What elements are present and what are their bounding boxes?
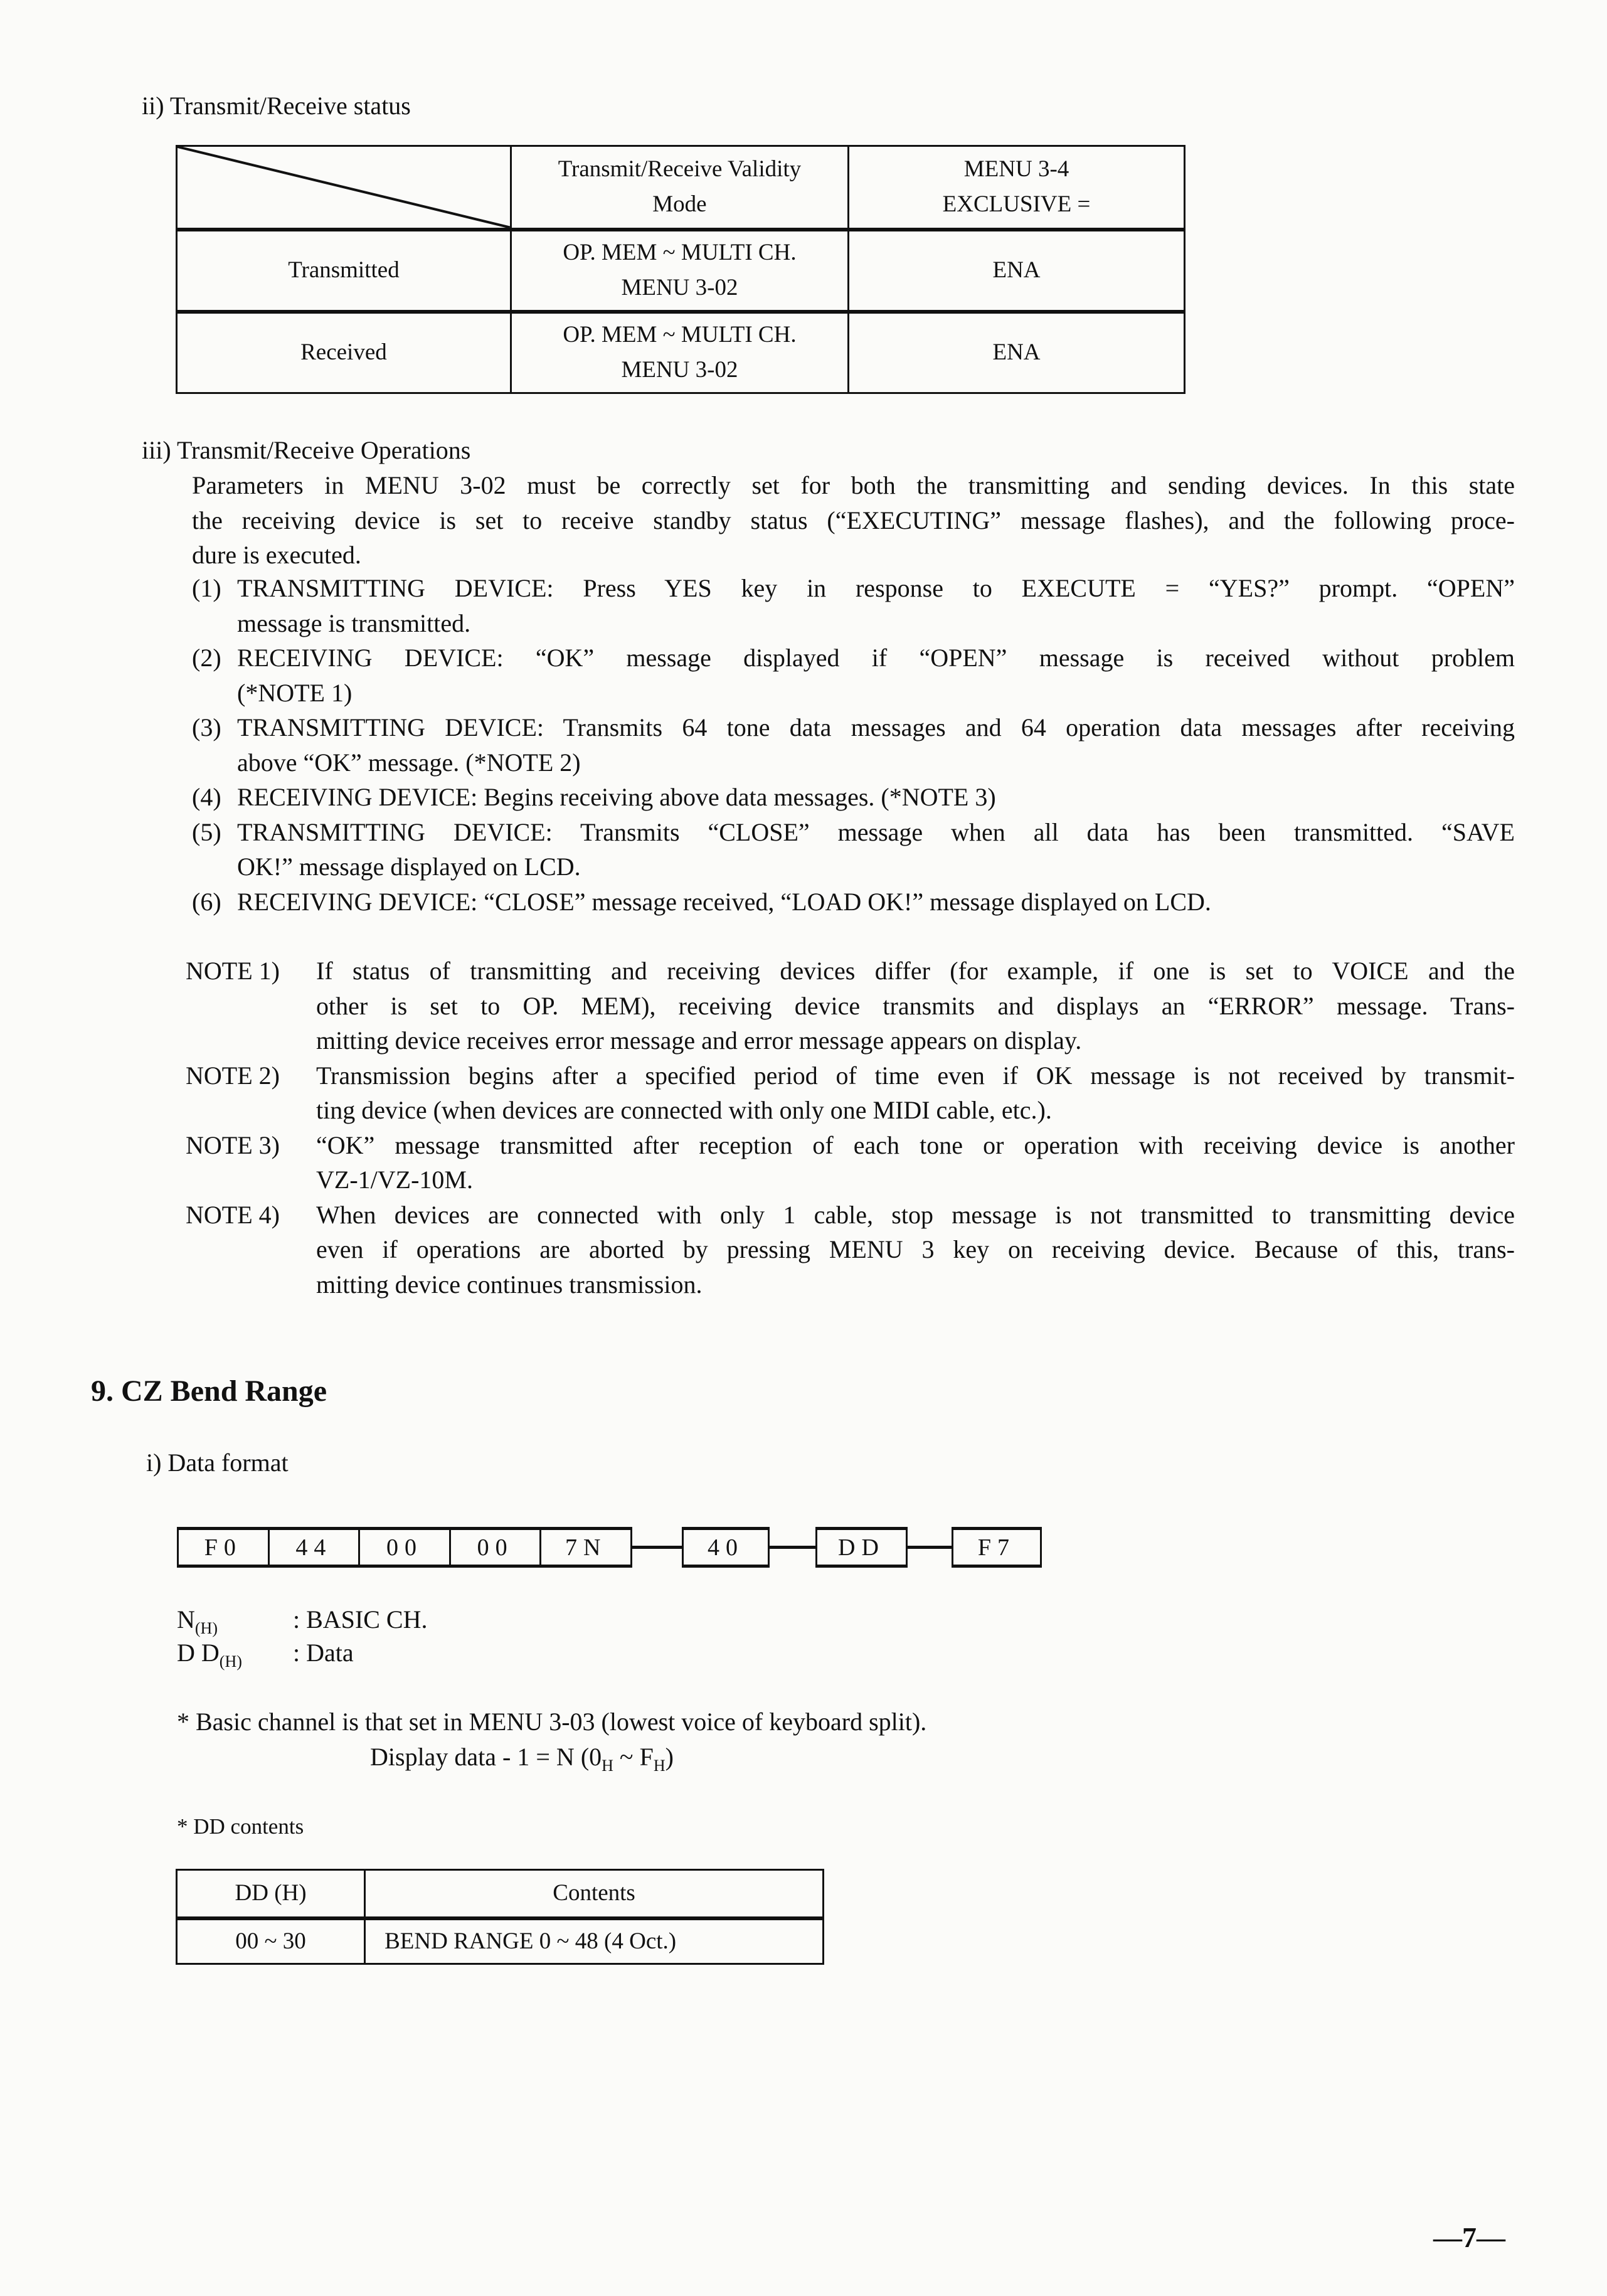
note-label: NOTE 1): [186, 957, 280, 985]
step-number: (1): [192, 574, 221, 602]
note-label: NOTE 4): [186, 1200, 280, 1229]
note-text: mitting device continues transmission.: [316, 1270, 703, 1299]
section-iii-heading: iii) Transmit/Receive Operations: [142, 436, 471, 464]
message-byte-group: [177, 1527, 632, 1568]
row-label: Transmitted: [177, 230, 511, 312]
byte-cell: F7: [977, 1534, 1016, 1561]
message-byte: [682, 1527, 770, 1568]
basic-channel-note: * Basic channel is that set in MENU 3-03 (lowest voice of keyboard split).: [177, 1708, 927, 1736]
note-text: VZ-1/VZ-10M.: [316, 1166, 473, 1194]
legend-dd-desc: : Data: [293, 1639, 354, 1667]
byte-cell: 00: [358, 1530, 449, 1565]
intro-line: Parameters in MENU 3-02 must be correctly set for both the transmitting and sending devices. In this state: [192, 471, 1515, 499]
note-text: If status of transmitting and receiving devices differ (for example, if one is set to VOICE and the: [316, 957, 1515, 985]
header-exclusive: MENU 3-4 EXCLUSIVE =: [849, 146, 1185, 230]
step-text: message is transmitted.: [237, 609, 471, 637]
step-text: above “OK” message. (*NOTE 2): [237, 748, 581, 777]
step-text: TRANSMITTING DEVICE: Transmits 64 tone data messages and 64 operation data messages after receiving: [237, 713, 1515, 741]
intro-line: the receiving device is set to receive standby status (“EXECUTING” message flashes), and the following proce-: [192, 506, 1515, 534]
step-text: (*NOTE 1): [237, 678, 353, 707]
connector-line: [632, 1546, 682, 1549]
step-text: OK!” message displayed on LCD.: [237, 853, 581, 881]
step-text: RECEIVING DEVICE: Begins receiving above data messages. (*NOTE 3): [237, 783, 996, 811]
message-byte: [815, 1527, 908, 1568]
dd-range: 00 ~ 30: [177, 1918, 365, 1964]
byte-cell: DD: [838, 1534, 885, 1561]
note-text: When devices are connected with only 1 cable, stop message is not transmitted to transmitting device: [316, 1200, 1515, 1229]
section-ii-heading: ii) Transmit/Receive status: [142, 92, 411, 120]
byte-cell: 7N: [539, 1530, 630, 1565]
byte-cell: F0: [204, 1534, 242, 1561]
byte-cell: 00: [449, 1530, 540, 1565]
diagonal-line: [178, 147, 510, 228]
legend-n: $N_{(H)}$: [177, 1605, 218, 1637]
table-row: [177, 1918, 824, 1964]
byte-cell: 44: [268, 1530, 359, 1565]
connector-line: [908, 1546, 952, 1549]
note-text: other is set to OP. MEM), receiving device transmits and displays an “ERROR” message. Trans-: [316, 991, 1515, 1020]
note-label: NOTE 3): [186, 1130, 280, 1159]
message-byte: [952, 1527, 1042, 1568]
step-number: (5): [192, 817, 221, 846]
page-number: —7—: [1433, 2221, 1505, 2253]
intro-line: dure is executed.: [192, 541, 361, 569]
byte-cell: 40: [708, 1534, 744, 1561]
diagonal-header-cell: [177, 146, 511, 230]
legend-n-desc: : BASIC CH.: [293, 1605, 428, 1634]
row-value: ENA: [849, 230, 1185, 312]
header-contents: Contents: [365, 1870, 824, 1918]
table-row: [177, 312, 1185, 393]
dd-contents: BEND RANGE 0 ~ 48 (4 Oct.): [365, 1918, 824, 1964]
dd-contents-heading: * DD contents: [177, 1814, 304, 1839]
note-text: “OK” message transmitted after reception of each tone or operation with receiving device is another: [316, 1130, 1515, 1159]
header-mode: Transmit/Receive Validity Mode: [511, 146, 848, 230]
section-9-heading: 9. CZ Bend Range: [91, 1374, 327, 1408]
note-text: mitting device receives error message and error message appears on display.: [316, 1026, 1082, 1055]
step-number: (4): [192, 783, 221, 811]
display-formula: Display data - 1 = N ($0_H$ ~ $F_H$): [370, 1743, 674, 1775]
note-text: Transmission begins after a specified period of time even if OK message is not received by transmit-: [316, 1061, 1515, 1090]
data-format-heading: i) Data format: [146, 1448, 289, 1477]
table-row: [177, 230, 1185, 312]
connector-line: [770, 1546, 815, 1549]
step-text: TRANSMITTING DEVICE: Transmits “CLOSE” message when all data has been transmitted. “SAVE: [237, 817, 1515, 846]
step-text: RECEIVING DEVICE: “OK” message displayed if “OPEN” message is received without problem: [237, 644, 1515, 672]
row-mode: OP. MEM ~ MULTI CH. MENU 3-02: [511, 230, 848, 312]
step-text: RECEIVING DEVICE: “CLOSE” message received, “LOAD OK!” message displayed on LCD.: [237, 887, 1211, 916]
transmit-receive-status-table: [176, 145, 1185, 394]
header-dd: DD (H): [177, 1870, 365, 1918]
dd-contents-table: [176, 1869, 824, 1965]
legend-dd: D $D_{(H)}$: [177, 1639, 242, 1671]
row-value: ENA: [849, 312, 1185, 393]
step-number: (6): [192, 887, 221, 916]
row-label: Received: [177, 312, 511, 393]
note-text: even if operations are aborted by pressing MENU 3 key on receiving device. Because of this, trans-: [316, 1235, 1515, 1263]
step-number: (2): [192, 644, 221, 672]
step-number: (3): [192, 713, 221, 741]
note-text: ting device (when devices are connected with only one MIDI cable, etc.).: [316, 1096, 1052, 1124]
note-label: NOTE 2): [186, 1061, 280, 1090]
step-text: TRANSMITTING DEVICE: Press YES key in response to EXECUTE = “YES?” prompt. “OPEN”: [237, 574, 1515, 602]
row-mode: OP. MEM ~ MULTI CH. MENU 3-02: [511, 312, 848, 393]
